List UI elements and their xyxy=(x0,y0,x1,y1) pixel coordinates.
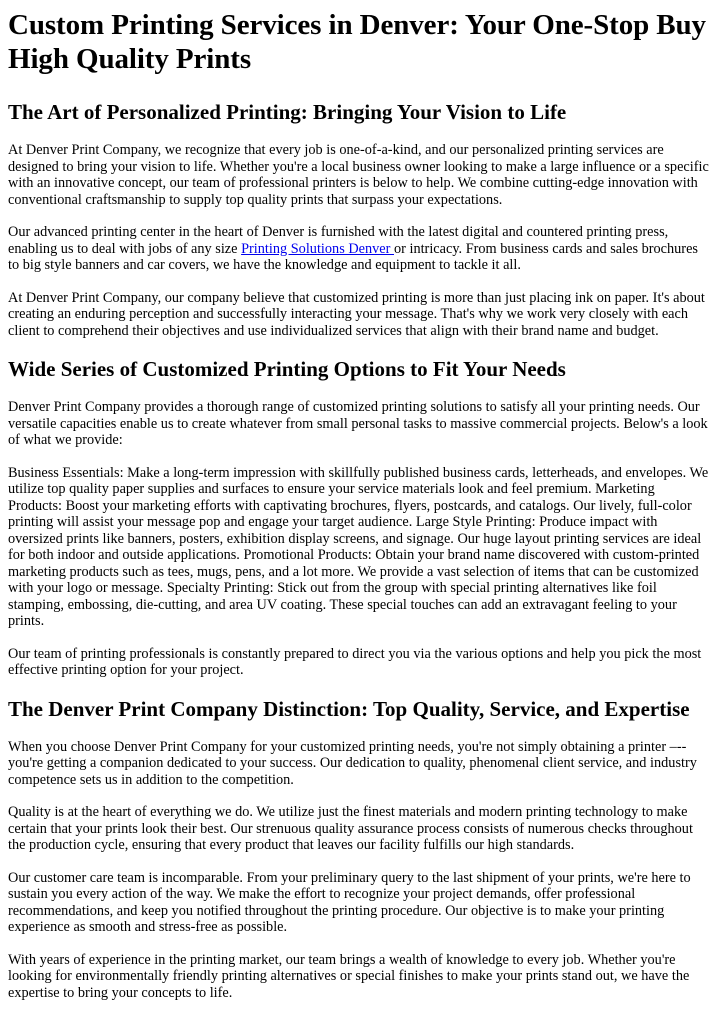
paragraph: Quality is at the heart of everything we do. We utilize just the finest materials and modern printing technology to make certain that your prints look their best. Our strenuous quality assurance process consists of numerous checks throughout the production cycle, ensuring that every product that leaves our facility fulfills our high standards. xyxy=(8,804,693,853)
page-title-line-2: High Quality Prints xyxy=(8,43,252,75)
paragraph: With years of experience in the printing market, our team brings a wealth of knowledge to every job. Whether you're looking for environmentally friendly printing alternatives or special finishes to make your prints stand out, we have the expertise to bring your concepts to life. xyxy=(8,951,690,1001)
paragraph: When you choose Denver Print Company for your customized printing needs, you're not simply obtaining a printer –-- you're getting a companion dedicated to your success. Our dedication to quality, phenomenal client service, and industry competence sets us in addition to the competition. xyxy=(8,738,697,788)
paragraph: Business Essentials: Make a long-term impression with skillfully published business cards, letterheads, and envelopes. We utilize top quality paper supplies and surfaces to ensure your service materials look and feel premium. Marketing Products: Boost your marketing efforts with captivating brochures, flyers, postcards, and catalogs. Our lively, full-color printing will assist your message pop and engage your target audience. Large Style Printing: Produce impact with oversized prints like banners, posters, exhibition display screens, and signage. Our huge layout printing services are ideal for both indoor and outside applications. Promotional Products: Obtain your brand name discovered with custom-printed marketing products such as tees, mugs, pens, and a lot more. We provide a vast selection of items that can be customized with your logo or message. Specialty Printing: Stick out from the group with special printing alternatives like foil stamping, embossing, die-cutting, and area UV coating. These special touches can add an extravagant feeling to your prints. xyxy=(8,464,709,629)
paragraph xyxy=(8,224,712,274)
document-page xyxy=(0,8,720,1001)
printing-solutions-denver-link[interactable]: Printing Solutions Denver xyxy=(241,240,394,257)
paragraph: At Denver Print Company, our company believe that customized printing is more than just placing ink on paper. It's about creating an enduring perception and successfully interacting your message. That's why we work very closely with each client to comprehend their objectives and use individualized services that align with their brand name and budget. xyxy=(8,289,705,339)
paragraph-text-before-link: Our advanced printing center in the heart of Denver is furnished with the latest digital and countered printing press, enabling us to deal with jobs of any size xyxy=(8,224,669,257)
section-heading-printing-options: Wide Series of Customized Printing Options to Fit Your Needs xyxy=(8,357,566,381)
paragraph: At Denver Print Company, we recognize that every job is one-of-a-kind, and our personalized printing services are designed to bring your vision to life. Whether you're a local business owner looking to make a large influence or a specific with an innovative concept, our team of professional printers is below to help. We combine cutting-edge innovation with conventional craftsmanship to supply top quality prints that surpass your expectations. xyxy=(8,142,709,208)
paragraph: Denver Print Company provides a thorough range of customized printing solutions to satisfy all your printing needs. Our versatile capacities enable us to create whatever from small personal tasks to massive commercial projects. Below's a look of what we provide: xyxy=(8,399,708,448)
paragraph: Our customer care team is incomparable. From your preliminary query to the last shipment of your prints, we're here to sustain you every action of the way. We make the effort to recognize your project demands, offer professional recommendations, and keep you notified throughout the printing procedure. Our objective is to make your printing experience as smooth and stress-free as possible. xyxy=(8,869,691,935)
page-title xyxy=(8,8,712,76)
paragraph: Our team of printing professionals is constantly prepared to direct you via the various options and help you pick the most effective printing option for your project. xyxy=(8,645,702,678)
section-heading-distinction: The Denver Print Company Distinction: Top Quality, Service, and Expertise xyxy=(8,696,690,721)
paragraph-text-after-link: or intricacy. From business cards and sales brochures to big style banners and car covers, we have the knowledge and equipment to tackle it all. xyxy=(8,240,698,273)
section-heading-personalized-printing: The Art of Personalized Printing: Bringing Your Vision to Life xyxy=(8,100,567,124)
page-title-line-1: Custom Printing Services in Denver: Your One-Stop Buy xyxy=(8,9,706,41)
